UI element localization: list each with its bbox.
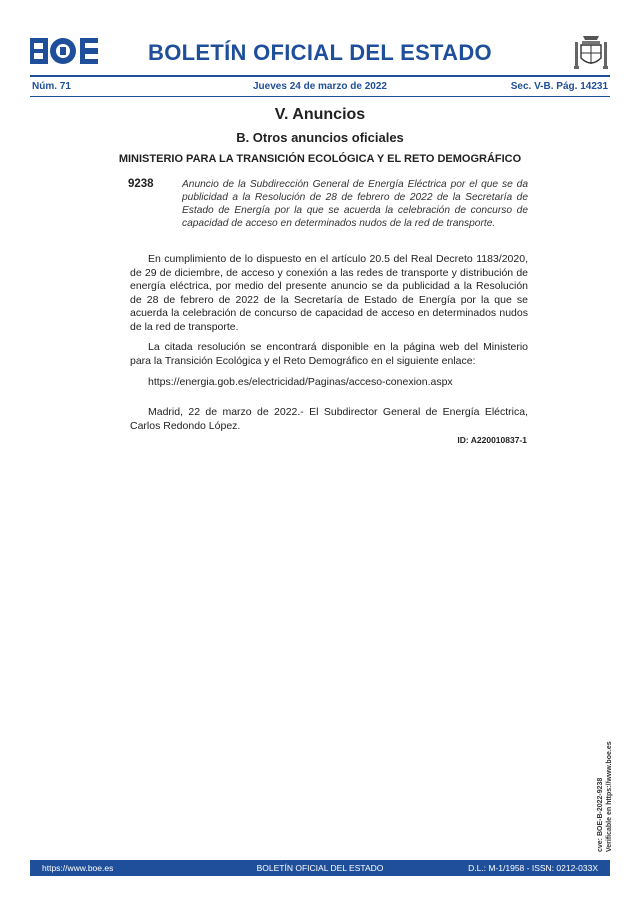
- footer-bar: [30, 860, 610, 876]
- issue-number: Núm. 71: [32, 81, 71, 92]
- section-page: Sec. V-B. Pág. 14231: [510, 81, 608, 92]
- signature-paragraph: Madrid, 22 de marzo de 2022.- El Subdirector General de Energía Eléctrica, Carlos Redondo López.: [130, 406, 528, 432]
- cve-code: cve: BOE-B-2022-9238: [597, 777, 604, 852]
- announcement-summary: Anuncio de la Subdirección General de Energía Eléctrica por el que se da publicidad a la Resolución de 28 de febrero de 2022 de la Secretaría de Estado de Energía por la que se acuerda la celebración de concurso de capacidad de acceso en determinados nudos de la red de transporte.: [182, 179, 528, 229]
- verify-text: Verificable en https://www.boe.es: [606, 741, 613, 852]
- header-rule: [30, 75, 610, 77]
- footer-legal: D.L.: M-1/1958 - ISSN: 0212-033X: [468, 863, 598, 873]
- part-heading: V. Anuncios: [274, 106, 366, 123]
- header-rule-thin: [30, 96, 610, 97]
- gazette-title: BOLETÍN OFICIAL DEL ESTADO: [148, 40, 492, 65]
- coat-of-arms-icon: [574, 32, 608, 72]
- footer-url[interactable]: https://www.boe.es: [42, 863, 114, 873]
- ministry-heading: MINISTERIO PARA LA TRANSICIÓN ECOLÓGICA Y EL RETO DEMOGRÁFICO: [118, 153, 522, 165]
- resolution-link[interactable]: https://energia.gob.es/electricidad/Paginas/acceso-conexion.aspx: [148, 376, 453, 388]
- document-id: ID: A220010837-1: [457, 435, 527, 445]
- body-paragraph: La citada resolución se encontrará disponible en la página web del Ministerio para la Transición Ecológica y el Reto Demográfico en el siguiente enlace:: [130, 341, 528, 367]
- footer-name: BOLETÍN OFICIAL DEL ESTADO: [256, 863, 384, 873]
- issue-date: Jueves 24 de marzo de 2022: [253, 81, 387, 92]
- subpart-heading: B. Otros anuncios oficiales: [236, 130, 404, 145]
- cve-vertical-text: [596, 692, 614, 852]
- boe-logo: [30, 36, 98, 66]
- body-paragraph: En cumplimiento de lo dispuesto en el artículo 20.5 del Real Decreto 1183/2020, de 29 de diciembre, de acceso y conexión a las redes de transporte y distribución de energía eléctrica, por medio del presente anuncio se da publicidad a la Resolución de 28 de febrero de 2022 de la Secretaría de Estado de Energía por la que se acuerda la celebración de concurso de capacidad de acceso en determinados nudos de la red de transporte.: [130, 253, 528, 333]
- announcement-number: 9238: [128, 178, 154, 190]
